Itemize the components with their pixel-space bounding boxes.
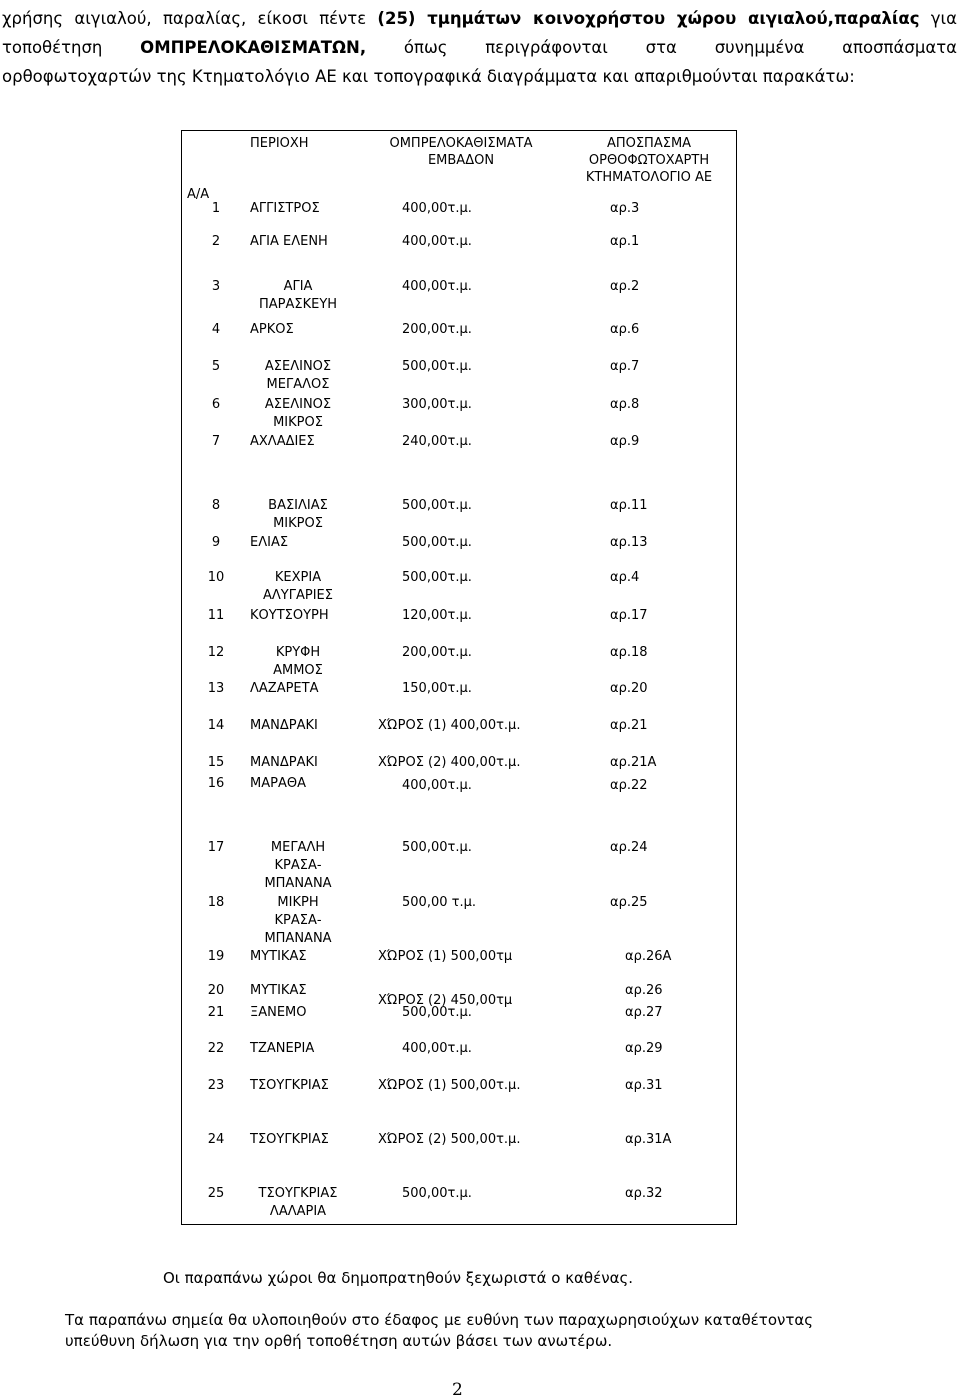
row-size: 120,00τ.μ. — [402, 608, 472, 623]
intro-text: χρήσης αιγιαλού, παραλίας, είκοσι πέντε — [2, 9, 378, 28]
row-size: 500,00τ.μ. — [402, 359, 472, 374]
row-size: 150,00τ.μ. — [402, 681, 472, 696]
row-ref: αρ.26Α — [625, 949, 672, 964]
row-size: 500,00τ.μ. — [402, 498, 472, 513]
row-area: ΑΣΕΛΙΝΟΣ — [264, 359, 332, 374]
row-ref: αρ.9 — [610, 434, 640, 449]
row-size: 300,00τ.μ. — [402, 397, 472, 412]
header-area: ΠΕΡΙΟΧΗ — [250, 136, 309, 151]
row-ref: αρ.6 — [610, 322, 640, 337]
row-area: ΑΡΚΟΣ — [250, 322, 294, 337]
row-size: ΧΏΡΟΣ (2) 400,00τ.μ. — [378, 755, 521, 770]
row-area: ΒΑΣΙΛΙΑΣ — [268, 498, 328, 513]
row-area: ΑΣΕΛΙΝΟΣ — [264, 397, 332, 412]
row-number: 10 — [207, 570, 225, 585]
row-number: 9 — [211, 535, 221, 550]
intro-text: για — [919, 9, 957, 28]
row-size: 400,00τ.μ. — [402, 279, 472, 294]
row-area: ΛΑΛΑΡΙΑ — [269, 1204, 327, 1219]
row-ref: αρ.20 — [610, 681, 648, 696]
row-size: 500,00τ.μ. — [402, 570, 472, 585]
row-ref: αρ.3 — [610, 201, 640, 216]
row-area: ΑΛΥΓΑΡΙΕΣ — [263, 588, 333, 603]
row-number: 14 — [207, 718, 225, 733]
row-ref: αρ.8 — [610, 397, 640, 412]
row-size: 400,00τ.μ. — [402, 201, 472, 216]
intro-bold-text: (25) τμημάτων κοινοχρήστου χώρου αιγιαλού,παραλίας — [377, 9, 920, 28]
row-ref: αρ.32 — [625, 1186, 663, 1201]
row-area: ΜΕΓΑΛΟΣ — [266, 377, 330, 392]
row-area: ΞΑΝΕΜΟ — [250, 1005, 307, 1020]
intro-text: όπως περιγράφονται στα συνημμένα αποσπάσματα — [366, 38, 957, 57]
row-size: 400,00τ.μ. — [402, 778, 472, 793]
row-area: ΤΖΑΝΕΡΙΑ — [250, 1041, 315, 1056]
row-size: ΧΏΡΟΣ (1) 400,00τ.μ. — [378, 718, 521, 733]
row-area: ΜΙΚΡΟΣ — [273, 516, 323, 531]
row-area: ΤΣΟΥΓΚΡΙΑΣ — [250, 1132, 329, 1147]
row-size: 400,00τ.μ. — [402, 234, 472, 249]
row-number: 23 — [207, 1078, 225, 1093]
row-number: 1 — [211, 201, 221, 216]
row-size: 500,00τ.μ. — [402, 1005, 472, 1020]
row-area: ΤΣΟΥΓΚΡΙΑΣ — [250, 1078, 329, 1093]
header-size-line-1: ΟΜΠΡΕΛΟΚΑΘΙΣΜΑΤΑ — [389, 136, 533, 151]
row-size: 240,00τ.μ. — [402, 434, 472, 449]
row-area: ΚΡΑΣΑ- — [274, 858, 322, 873]
row-ref: αρ.31Α — [625, 1132, 672, 1147]
row-ref: αρ.25 — [610, 895, 648, 910]
row-ref: αρ.2 — [610, 279, 640, 294]
row-ref: αρ.17 — [610, 608, 648, 623]
row-ref: αρ.31 — [625, 1078, 663, 1093]
note-responsibility-line-1: Τα παραπάνω σημεία θα υλοποιηθούν στο έδαφος με ευθύνη των παραχωρησιούχων καταθέτοντας — [65, 1311, 814, 1329]
row-number: 25 — [207, 1186, 225, 1201]
row-area: ΑΓΙΑ ΕΛΕΝΗ — [250, 234, 328, 249]
row-size: 500,00τ.μ. — [402, 1186, 472, 1201]
row-area: ΜΑΝΔΡΑΚΙ — [250, 718, 318, 733]
page-number: 2 — [452, 1380, 463, 1400]
row-number: 22 — [207, 1041, 225, 1056]
intro-bold-text: ΟΜΠΡΕΛΟΚΑΘΙΣΜΑΤΩΝ, — [140, 38, 367, 57]
row-ref: αρ.1 — [610, 234, 640, 249]
row-size: 500,00 τ.μ. — [402, 895, 476, 910]
row-number: 12 — [207, 645, 225, 660]
row-number: 16 — [207, 776, 225, 791]
row-size: 200,00τ.μ. — [402, 645, 472, 660]
row-size: 500,00τ.μ. — [402, 840, 472, 855]
intro-line-3: ορθοφωτοχαρτών της Κτηματολόγιο ΑΕ και τοπογραφικά διαγράμματα και απαριθμούνται παρακάτω: — [2, 67, 855, 86]
row-ref: αρ.11 — [610, 498, 648, 513]
row-area: ΜΥΤΙΚΑΣ — [250, 949, 307, 964]
row-number: 24 — [207, 1132, 225, 1147]
row-ref: αρ.29 — [625, 1041, 663, 1056]
row-area: ΜΠΑΝΑΝΑ — [264, 931, 332, 946]
row-ref: αρ.22 — [610, 778, 648, 793]
row-size: ΧΏΡΟΣ (1) 500,00τμ — [378, 949, 513, 964]
row-ref: αρ.26 — [625, 983, 663, 998]
row-area: ΚΡΑΣΑ- — [274, 913, 322, 928]
intro-text: τοποθέτηση — [2, 38, 141, 57]
row-number: 11 — [207, 608, 225, 623]
row-number: 8 — [211, 498, 221, 513]
row-area: ΕΛΙΑΣ — [250, 535, 289, 550]
locations-table — [181, 130, 737, 1225]
row-number: 15 — [207, 755, 225, 770]
row-size: 200,00τ.μ. — [402, 322, 472, 337]
row-number: 7 — [211, 434, 221, 449]
row-area: ΑΓΙΑ — [283, 279, 313, 294]
header-ref-line-1: ΑΠΟΣΠΑΣΜΑ — [606, 136, 692, 151]
row-area: ΜΙΚΡΗ — [277, 895, 319, 910]
row-size: ΧΏΡΟΣ (1) 500,00τ.μ. — [378, 1078, 521, 1093]
row-size: ΧΏΡΟΣ (2) 500,00τ.μ. — [378, 1132, 521, 1147]
row-size: 500,00τ.μ. — [402, 535, 472, 550]
row-size: ΧΏΡΟΣ (2) 450,00τμ — [378, 993, 513, 1008]
row-number: 6 — [211, 397, 221, 412]
row-number: 2 — [211, 234, 221, 249]
row-area: ΑΧΛΑΔΙΕΣ — [250, 434, 315, 449]
row-number: 19 — [207, 949, 225, 964]
row-area: ΠΑΡΑΣΚΕΥΗ — [258, 297, 338, 312]
row-area: ΚΕΧΡΙΑ — [274, 570, 322, 585]
intro-line-2 — [2, 33, 957, 62]
row-ref: αρ.18 — [610, 645, 648, 660]
row-number: 3 — [211, 279, 221, 294]
intro-line-1 — [2, 4, 957, 33]
intro-paragraph — [2, 4, 957, 91]
row-ref: αρ.24 — [610, 840, 648, 855]
header-ref-line-3: ΚΤΗΜΑΤΟΛΟΓΙΟ ΑΕ — [585, 170, 713, 185]
header-size-line-2: ΕΜΒΑΔΟΝ — [427, 153, 495, 168]
row-ref: αρ.7 — [610, 359, 640, 374]
header-aa: Α/Α — [187, 187, 210, 202]
row-area: ΜΥΤΙΚΑΣ — [250, 983, 307, 998]
note-auction: Οι παραπάνω χώροι θα δημοπρατηθούν ξεχωριστά ο καθένας. — [163, 1269, 634, 1287]
row-area: ΑΓΓΙΣΤΡΟΣ — [250, 201, 320, 216]
row-ref: αρ.21Α — [610, 755, 657, 770]
row-area: ΜΠΑΝΑΝΑ — [264, 876, 332, 891]
row-number: 13 — [207, 681, 225, 696]
row-ref: αρ.13 — [610, 535, 648, 550]
row-ref: αρ.21 — [610, 718, 648, 733]
row-number: 4 — [211, 322, 221, 337]
row-area: ΤΣΟΥΓΚΡΙΑΣ — [258, 1186, 338, 1201]
row-number: 17 — [207, 840, 225, 855]
header-ref-line-2: ΟΡΘΟΦΩΤΟΧΑΡΤΗ — [588, 153, 710, 168]
row-area: ΛΑΖΑΡΕΤΑ — [250, 681, 319, 696]
row-number: 5 — [211, 359, 221, 374]
row-area: ΜΑΝΔΡΑΚΙ — [250, 755, 318, 770]
row-ref: αρ.4 — [610, 570, 640, 585]
row-number: 21 — [207, 1005, 225, 1020]
row-area: ΜΑΡΑΘΑ — [250, 776, 306, 791]
row-area: ΜΕΓΑΛΗ — [270, 840, 326, 855]
row-area: ΚΟΥΤΣΟΥΡΗ — [250, 608, 329, 623]
row-area: ΑΜΜΟΣ — [273, 663, 323, 678]
row-area: ΜΙΚΡΟΣ — [273, 415, 323, 430]
row-number: 20 — [207, 983, 225, 998]
row-area: ΚΡΥΦΗ — [275, 645, 321, 660]
note-responsibility-line-2: υπεύθυνη δήλωση για την ορθή τοποθέτηση αυτών βάσει των ανωτέρω. — [65, 1332, 613, 1350]
row-number: 18 — [207, 895, 225, 910]
row-size: 400,00τ.μ. — [402, 1041, 472, 1056]
row-ref: αρ.27 — [625, 1005, 663, 1020]
